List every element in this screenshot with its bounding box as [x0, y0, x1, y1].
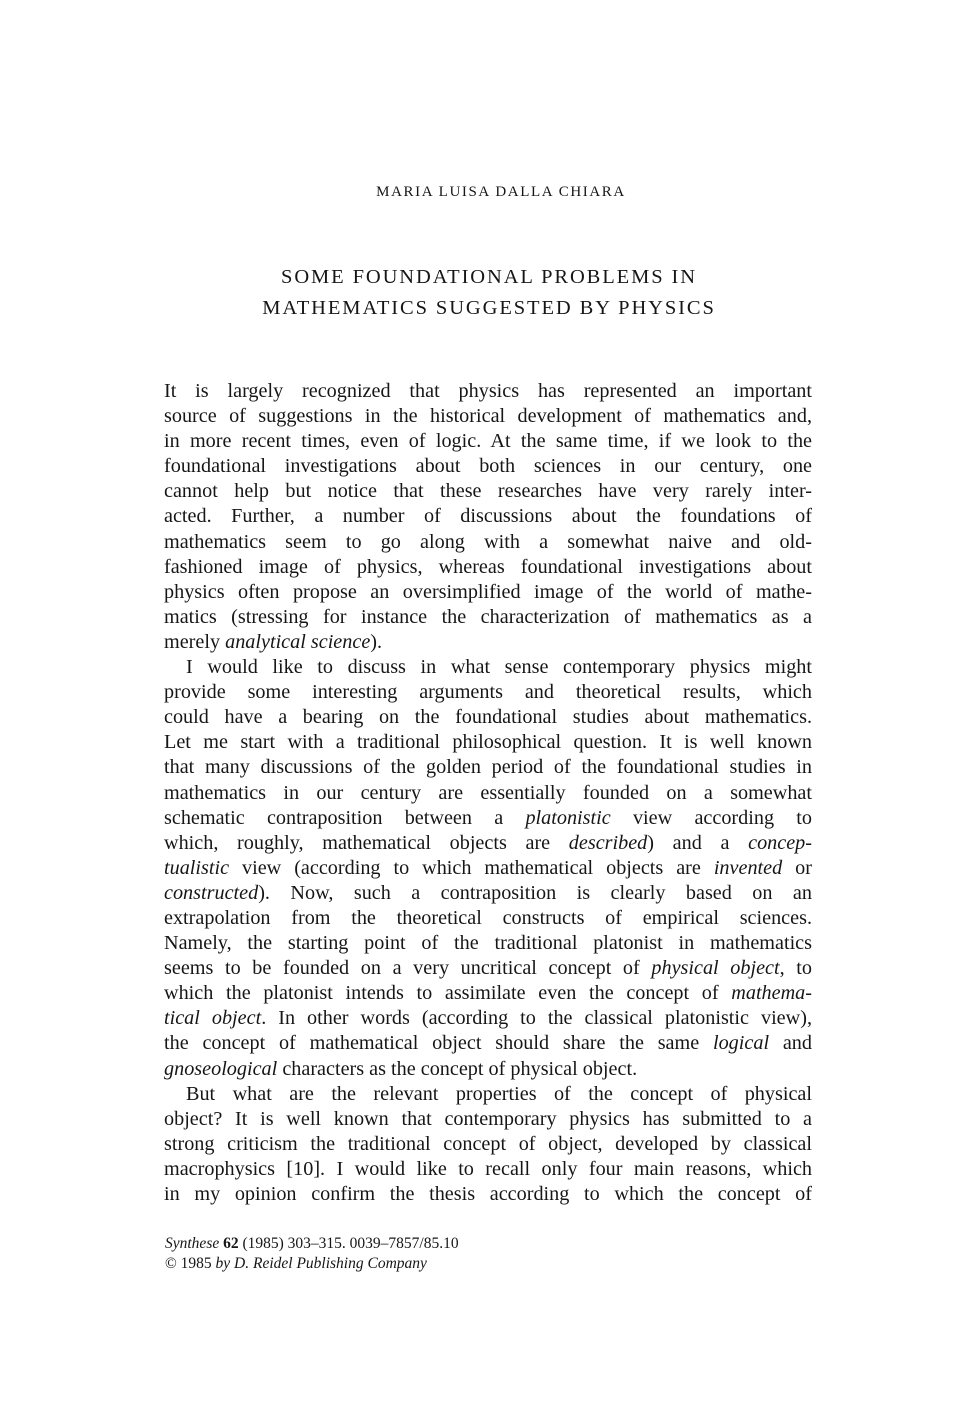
text-line: that many discussions of the golden period of the foundational studies in [164, 756, 812, 779]
text-line: provide some interesting arguments and theoretical results, which [164, 681, 812, 704]
text-line: mathematics seem to go along with a somewhat naive and old- [164, 530, 812, 553]
text-line: mathematics in our century are essentially founded on a somewhat [164, 781, 812, 804]
emphasis: tical object [164, 1007, 262, 1030]
paragraph [164, 379, 812, 655]
paragraph [164, 655, 812, 1082]
text-line: Namely, the starting point of the traditional platonist in mathematics [164, 932, 812, 955]
text-line: tical object. In other words (according to the classical platonistic view), [164, 1007, 812, 1030]
text-line: gnoseological characters as the concept of physical object. [164, 1057, 638, 1080]
author-name: MARIA LUISA DALLA CHIARA [376, 184, 626, 200]
citation-footer [165, 1234, 459, 1274]
text-line: merely analytical science). [164, 630, 383, 653]
text-line: source of suggestions in the historical development of mathematics and, [164, 405, 812, 428]
text-line: in my opinion confirm the thesis according to which the concept of [164, 1183, 812, 1205]
text-line: It is largely recognized that physics has represented an important [164, 380, 812, 402]
text-line: physics often propose an oversimplified image of the world of mathe- [164, 580, 812, 603]
emphasis: platonistic [525, 806, 611, 829]
text-line: in more recent times, even of logic. At the same time, if we look to the [164, 430, 812, 453]
article-title [0, 262, 976, 324]
text-line: could have a bearing on the foundational studies about mathematics. [164, 706, 812, 729]
citation-details: (1985) 303–315. 0039–7857/85.10 [238, 1235, 459, 1252]
text-line: macrophysics [10]. I would like to recall only four main reasons, which [164, 1157, 812, 1180]
text-line: schematic contraposition between a platonistic view according to [164, 806, 812, 829]
journal-name: Synthese [165, 1235, 220, 1252]
copyright-line [165, 1254, 459, 1274]
text-line: tualistic view (according to which mathematical objects are invented or [164, 856, 812, 879]
text-line: the concept of mathematical object should share the same logical and [164, 1032, 812, 1055]
emphasis: constructed [164, 881, 259, 904]
emphasis: physical object [651, 957, 780, 980]
text-line: Let me start with a traditional philosophical question. It is well known [164, 731, 812, 754]
emphasis: logical [712, 1032, 770, 1055]
emphasis: analytical science [225, 630, 371, 653]
text-line: matics (stressing for instance the characterization of mathematics as a [164, 605, 812, 628]
title-line: MATHEMATICS SUGGESTED BY PHYSICS [262, 297, 716, 319]
text-line: strong criticism the traditional concept of object, developed by classical [164, 1132, 812, 1155]
copyright-prefix: © 1985 [165, 1255, 216, 1272]
citation-line [165, 1234, 459, 1254]
emphasis: described [568, 831, 648, 854]
text-line: which the platonist intends to assimilate even the concept of mathema- [164, 982, 812, 1005]
title-line: SOME FOUNDATIONAL PROBLEMS IN [281, 266, 697, 288]
text-line: which, roughly, mathematical objects are described) and a concep- [164, 831, 812, 854]
paragraph [164, 1082, 812, 1207]
publisher-name: by D. Reidel Publishing Company [215, 1255, 427, 1272]
text-line: acted. Further, a number of discussions about the foundations of [164, 505, 812, 528]
text-line: cannot help but notice that these researches have very rarely inter- [164, 480, 812, 503]
text-line: foundational investigations about both sciences in our century, one [164, 455, 812, 478]
text-line: fashioned image of physics, whereas foundational investigations about [164, 555, 812, 578]
text-line: I would like to discuss in what sense contemporary physics might [186, 656, 812, 679]
text-line: object? It is well known that contemporary physics has submitted to a [164, 1107, 812, 1130]
text-line: seems to be founded on a very uncritical concept of physical object, to [164, 957, 813, 980]
text-line: But what are the relevant properties of the concept of physical [186, 1082, 812, 1105]
emphasis: concep- [748, 831, 812, 854]
body-text [164, 379, 812, 1207]
text-line: constructed). Now, such a contraposition is clearly based on an [164, 881, 812, 904]
journal-volume: 62 [223, 1235, 239, 1252]
emphasis: gnoseological [164, 1057, 278, 1080]
emphasis: tualistic [164, 856, 230, 879]
emphasis: invented [713, 856, 783, 879]
emphasis: mathema- [731, 982, 812, 1005]
text-line: extrapolation from the theoretical constructs of empirical sciences. [164, 906, 812, 929]
